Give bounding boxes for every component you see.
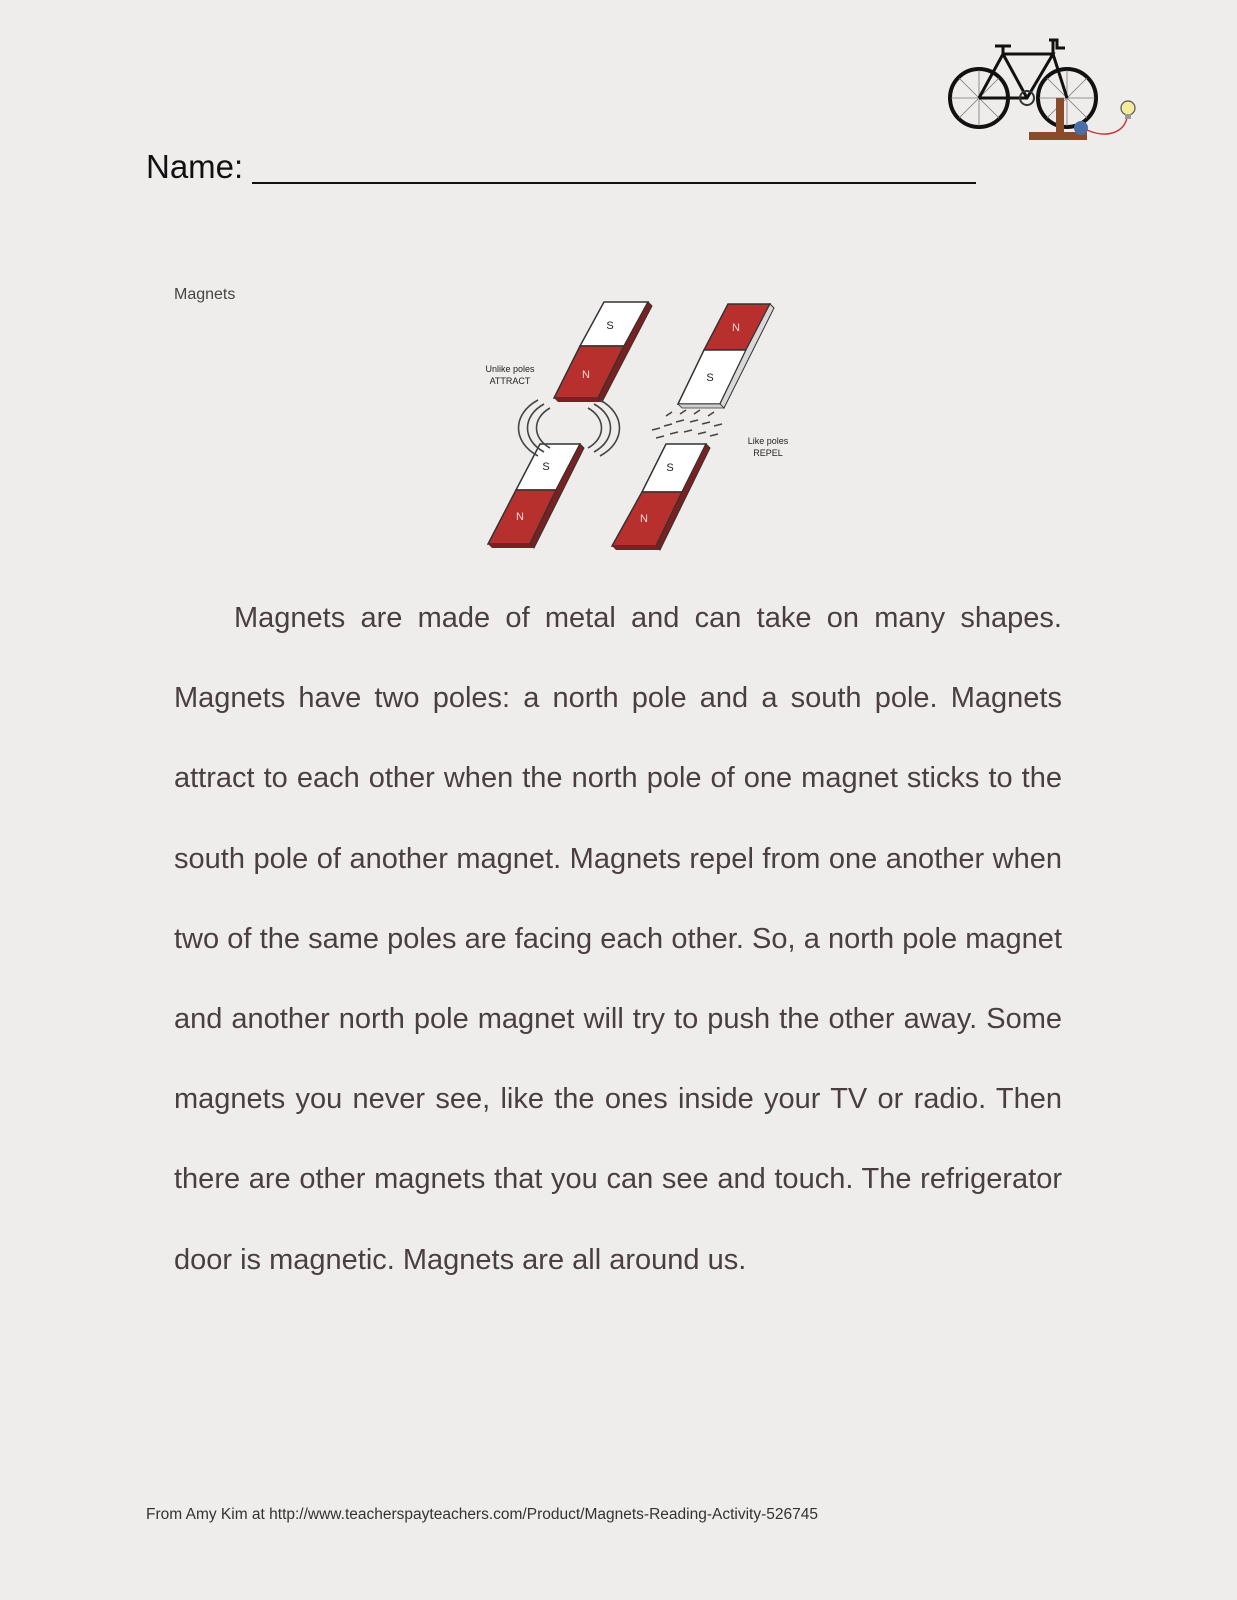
magnet-bottom-right xyxy=(612,444,710,550)
repel-field-lines xyxy=(652,410,722,438)
pole-letter-n: N xyxy=(640,513,648,525)
name-label: Name: xyxy=(146,148,244,185)
pole-letter-n: N xyxy=(516,511,524,523)
reading-passage: Magnets are made of metal and can take on many shapes. Magnets have two poles: a north pole and a south pole. Magnets attract to each other when the north pole of one magnet sticks to the south pole of another magnet. Magnets repel from one another when two of the same poles are facing each other. So, a north pole magnet and another north pole magnet will try to push the other away. Some magnets you never see, like the ones inside your TV or radio. Then there are other magnets that you can see and touch. The refrigerator door is magnetic. Magnets are all around us. xyxy=(174,602,1062,1276)
pole-letter-n: N xyxy=(582,369,590,381)
name-blank-line[interactable] xyxy=(252,182,976,184)
attract-label-line1: Unlike poles xyxy=(485,364,535,374)
magnet-top-right xyxy=(678,304,774,408)
magnet-bottom-left xyxy=(488,444,584,548)
magnet-poles-diagram xyxy=(480,298,820,568)
repel-label-line1: Like poles xyxy=(747,436,789,446)
pole-letter-s: S xyxy=(606,320,614,332)
pole-letter-n: N xyxy=(732,322,740,334)
name-field-row xyxy=(146,148,976,198)
pole-letter-s: S xyxy=(542,461,550,473)
attribution-footer: From Amy Kim at http://www.teacherspayteachers.com/Product/Magnets-Reading-Activity-526745 xyxy=(146,1506,818,1523)
repel-label-line2: REPEL xyxy=(753,448,783,458)
bicycle-generator-lightbulb-icon xyxy=(945,34,1165,152)
pole-letter-s: S xyxy=(666,462,674,474)
magnet-top-left xyxy=(554,302,652,402)
attract-label-line2: ATTRACT xyxy=(489,376,531,386)
section-title: Magnets xyxy=(174,286,236,303)
pole-letter-s: S xyxy=(706,372,714,384)
